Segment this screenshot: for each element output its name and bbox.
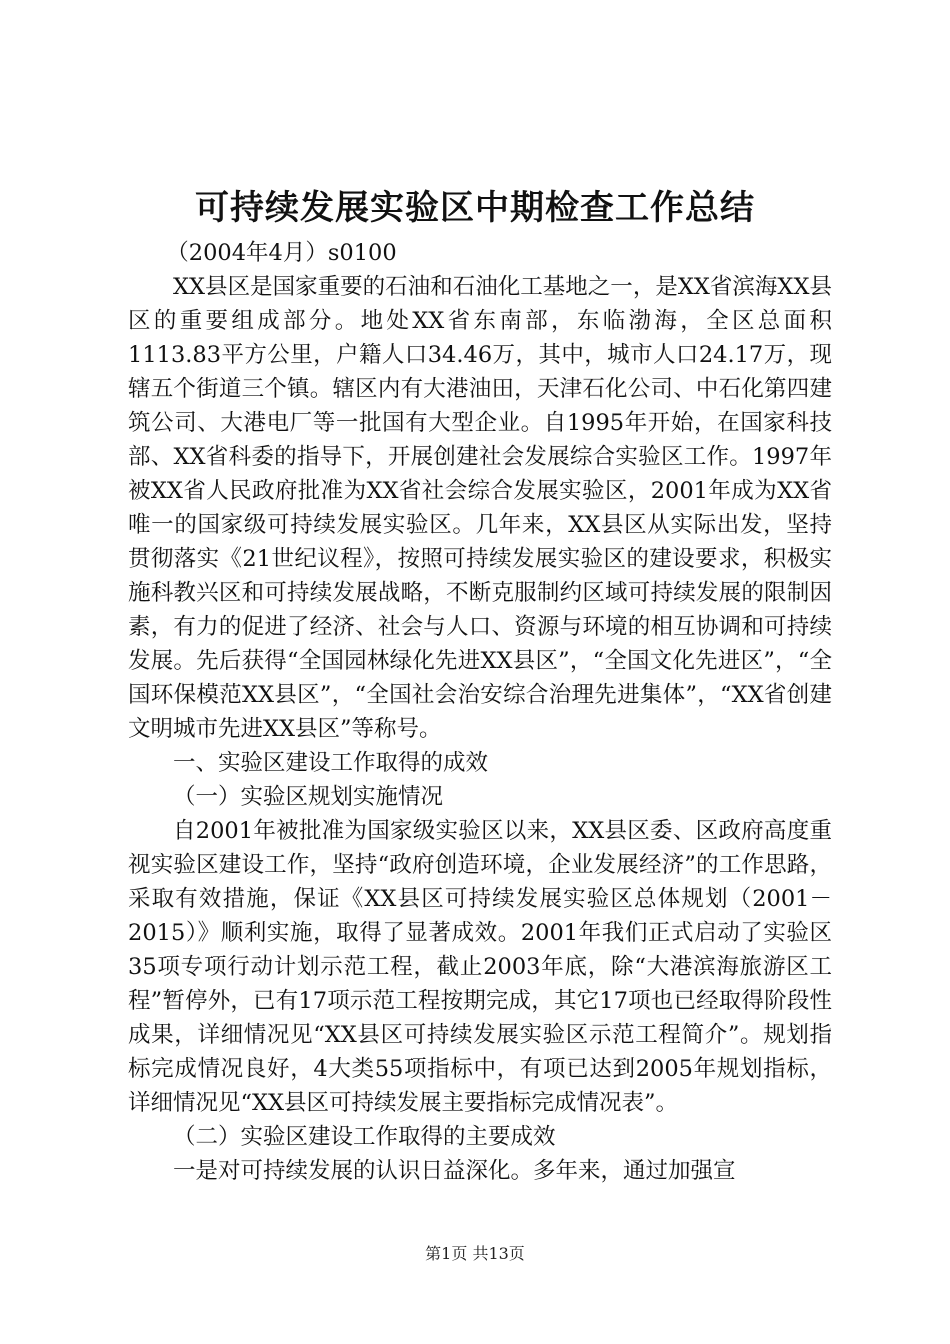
- paragraph-plan-implementation: 自2001年被批准为国家级实验区以来，XX县区委、区政府高度重视实验区建设工作，坚持“政府创造环境，企业发展经济”的工作思路，采取有效措施，保证《XX县区可持续发展实验区总体规划（2001－2015）》顺利实施，取得了显著成效。2001年我们正式启动了实验区35项专项行动计划示范工程，截止2003年底，除“大港滨海旅游区工程”暂停外，已有17项示范工程按期完成，其它17项也已经取得阶段性成果，详细情况见“XX县区可持续发展实验区示范工程简介”。规划指标完成情况良好，4大类55项指标中，有项已达到2005年规划指标，详细情况见“XX县区可持续发展主要指标完成情况表”。: [128, 818, 832, 1116]
- document-title: 可持续发展实验区中期检查工作总结: [195, 188, 755, 228]
- section-heading-1: 一、实验区建设工作取得的成效: [173, 750, 489, 776]
- paragraph-intro: XX县区是国家重要的石油和石油化工基地之一，是XX省滨海XX县区的重要组成部分。地处XX省东南部，东临渤海，全区总面积1113.83平方公里，户籍人口34.46万，其中，城市人口24.17万，现辖五个街道三个镇。辖区内有大港油田，天津石化公司、中石化第四建筑公司、大港电厂等一批国有大型企业。自1995年开始，在国家科技部、XX省科委的指导下，开展创建社会发展综合实验区工作。1997年被XX省人民政府批准为XX省社会综合发展实验区，2001年成为XX省唯一的国家级可持续发展实验区。几年来，XX县区从实际出发，坚持贯彻落实《21世纪议程》，按照可持续发展实验区的建设要求，积极实施科教兴区和可持续发展战略，不断克服制约区域可持续发展的限制因素，有力的促进了经济、社会与人口、资源与环境的相互协调和可持续发展。先后获得“全国园林绿化先进XX县区”，“全国文化先进区”，“全国环保模范XX县区”，“全国社会治安综合治理先进集体”，“XX省创建文明城市先进XX县区”等称号。: [128, 274, 832, 742]
- document-body: [128, 236, 832, 1188]
- page-footer: 第1页 共13页: [425, 1244, 525, 1263]
- subsection-heading-2: （二）实验区建设工作取得的主要成效: [173, 1124, 556, 1150]
- paragraph-achievements: 一是对可持续发展的认识日益深化。多年来，通过加强宣: [173, 1158, 736, 1184]
- date-line: （2004年4月）s0100: [166, 240, 397, 266]
- subsection-heading-1: （一）实验区规划实施情况: [173, 784, 444, 810]
